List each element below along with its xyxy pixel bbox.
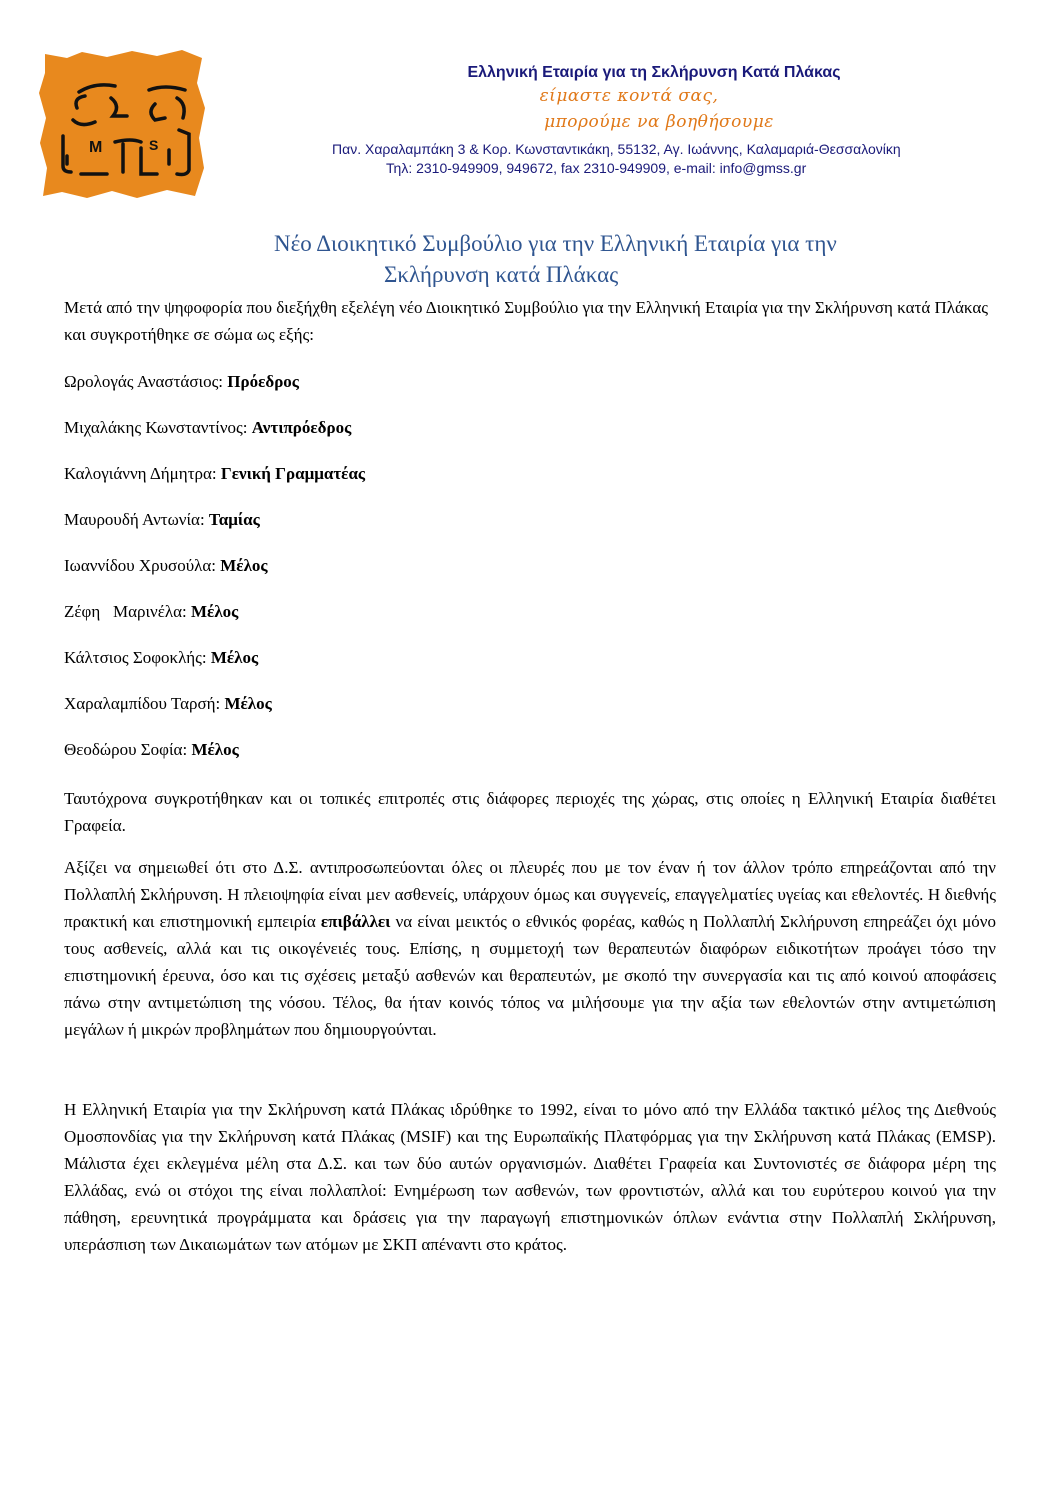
member-name: Χαραλαμπίδου Ταρσή: (64, 694, 225, 713)
member-role: Μέλος (224, 694, 272, 713)
board-member (64, 418, 351, 438)
paragraph-text: να είναι μεικτός ο εθνικός φορέας, καθώς η Πολλαπλή Σκλήρυνση επηρεάζει όχι μόνο τους ασθενείς, αλλά και τις οικογένειές τους. Επίσης, η συμμετοχή των θεραπευτών διαφόρων ειδικοτήτων προάγει τόσο την επιστημονική έρευνα, όσο και τις σχέσεις μεταξύ ασθενών και θεραπευτών, με σκοπό την συνεργασία και τις από κοινού αποφάσεις πάνω στην αντιμετώπιση της νόσου. Τέλος, θα ήταν κοινός τόπος να μιλήσουμε για την αξία των εθελοντών στην αντιμετώπιση μεγάλων ή μικρών προβλημάτων που δημιουργούνται. (64, 912, 996, 1039)
member-name: Ιωαννίδου Χρυσούλα: (64, 556, 221, 575)
member-name: Ζέφη Μαρινέλα: (64, 602, 192, 621)
organization-address: Παν. Χαραλαμπάκη 3 & Κορ. Κωνσταντικάκη, 55132, Αγ. Ιωάννης, Καλαμαριά-Θεσσαλονίκη (332, 141, 901, 157)
member-name: Ωρολογάς Αναστάσιος: (64, 372, 228, 391)
logo-letter-m: M (89, 139, 103, 156)
member-role: Πρόεδρος (227, 372, 299, 391)
member-name: Θεοδώρου Σοφία: (64, 740, 192, 759)
organization-contact: Τηλ: 2310-949909, 949672, fax 2310-949909, e-mail: info@gmss.gr (386, 160, 807, 176)
organization-history-paragraph: Η Ελληνική Εταιρία για την Σκλήρυνση κατά Πλάκας ιδρύθηκε το 1992, είναι το μόνο από την Ελλάδα τακτικό μέλος της Διεθνούς Ομοσπονδίας για την Σκλήρυνση κατά Πλάκας (MSIF) και της Ευρωπαϊκής Πλατφόρμας για την Σκλήρυνση κατά Πλάκας (EMSP). Μάλιστα έχει εκλεγμένα μέλη στα Δ.Σ. και των δύο αυτών οργανισμών. Διαθέτει Γραφεία και Συντονιστές σε διάφορα μέρη της Ελλάδας, ενώ οι στόχοι της είναι πολλαπλοί: Ενημέρωση των ασθενών, των φροντιστών, αλλά και του ευρύτερου κοινού για την πάθηση, ερευνητικά προγράμματα και δράσεις για την παραγωγή επιστημονικών όπλων ενάντια στην Πολλαπλή Σκλήρυνση, υπεράσπιση των Δικαιωμάτων των ατόμων με ΣΚΠ απέναντι στο κράτος. (64, 1100, 996, 1254)
document-title-line-1: Νέο Διοικητικό Συμβούλιο για την Ελληνική Εταιρία για την (274, 231, 837, 256)
board-member (64, 740, 239, 760)
document-title (274, 228, 994, 290)
committees-paragraph: Ταυτόχρονα συγκροτήθηκαν και οι τοπικές επιτροπές στις διάφορες περιοχές της χώρας, στις οποίες η Ελληνική Εταιρία διαθέτει Γραφεία. (64, 789, 996, 835)
member-name: Μαυρουδή Αντωνία: (64, 510, 209, 529)
board-member (64, 510, 260, 530)
board-member (64, 556, 268, 576)
member-name: Μιχαλάκης Κωνσταντίνος: (64, 418, 252, 437)
member-role: Μέλος (210, 648, 259, 667)
member-name: Καλογιάννη Δήμητρα: (64, 464, 221, 483)
board-member (64, 694, 272, 714)
slogan-line-1: είμαστε κοντά σας, (539, 86, 719, 106)
paragraph-text: Αξίζει να σημειωθεί ότι στο Δ.Σ. αντιπροσωπεύονται όλες οι πλευρές που με τον έναν ή τον άλλον τρόπο επηρεάζονται από την Πολλαπλή Σκλήρυνση. Η πλειοψηφία είναι μεν ασθενείς, υπάρχουν όμως και συγγενείς, επαγγελματίες υγείας και εθελοντές. Η διεθνής πρακτική και επιστημονική εμπειρία (64, 858, 996, 931)
member-name: Κάλτσιος Σοφοκλής: (64, 648, 211, 667)
member-role: Μέλος (220, 556, 268, 575)
organization-name: Ελληνική Εταιρία για τη Σκλήρυνση Κατά Πλάκας (467, 64, 841, 81)
board-member (64, 648, 258, 668)
member-role: Γενική Γραμματέας (220, 464, 366, 483)
emphasis-text: επιβάλλει (320, 912, 391, 931)
document-title-line-2: Σκλήρυνση κατά Πλάκας (384, 262, 619, 287)
board-member (64, 372, 299, 392)
logo-letter-s: S (149, 137, 159, 153)
board-member (64, 602, 238, 622)
intro-paragraph: Μετά από την ψηφοφορία που διεξήχθη εξελέγη νέο Διοικητικό Συμβούλιο για την Ελληνική Εταιρία για την Σκλήρυνση κατά Πλάκας και συγκροτήθηκε σε σώμα ως εξής: (64, 298, 988, 344)
member-role: Ταμίας (208, 510, 260, 529)
board-composition-paragraph (64, 854, 996, 1043)
member-role: Μέλος (191, 602, 239, 621)
slogan-line-2: μπορούμε να βοηθήσουμε (544, 112, 774, 132)
board-member (64, 464, 365, 484)
member-role: Αντιπρόεδρος (251, 418, 352, 437)
member-role: Μέλος (191, 740, 239, 759)
